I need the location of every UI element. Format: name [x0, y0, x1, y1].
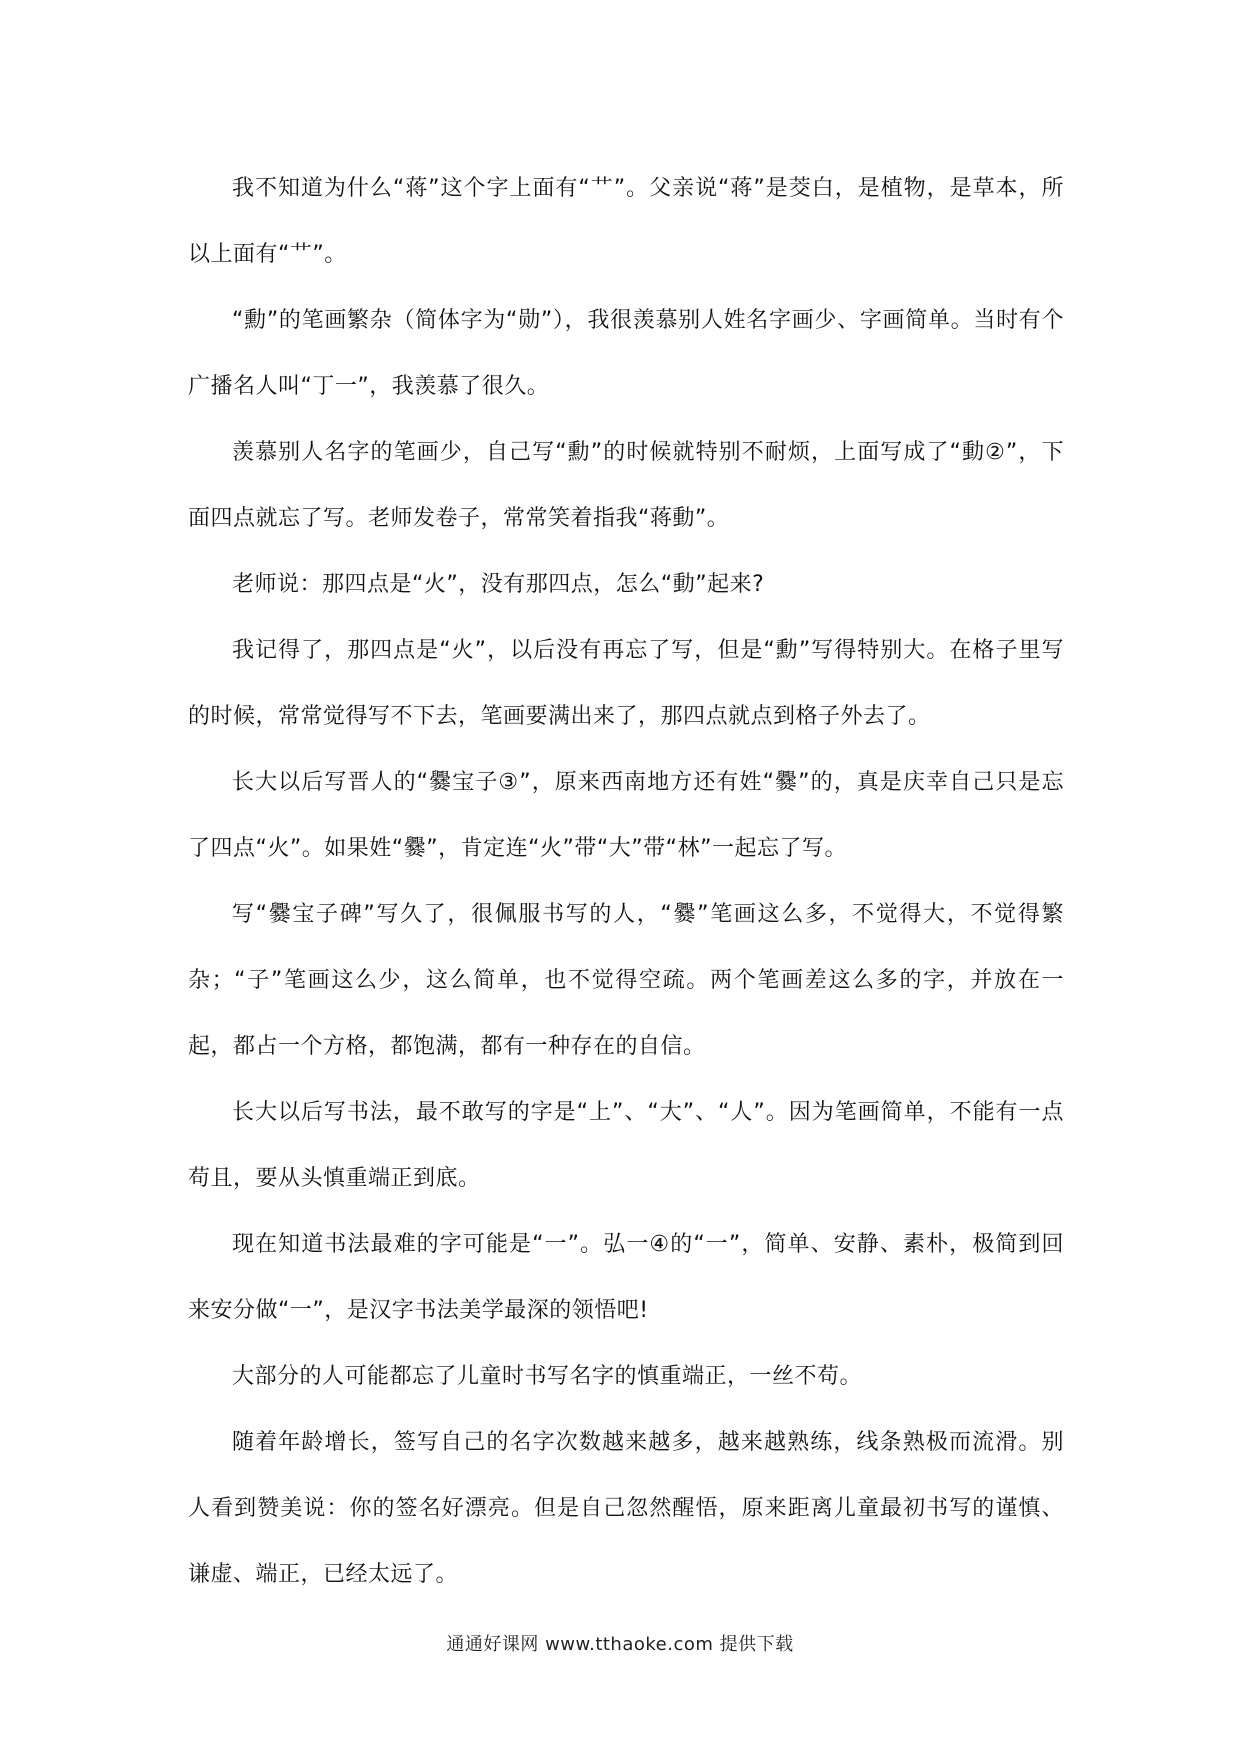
paragraph-9: 现在知道书法最难的字可能是“一”。弘一④的“一”，简单、安静、素朴，极简到回来安分做“一”，是汉字书法美学最深的领悟吧! — [188, 1232, 1064, 1323]
paragraph-2: “勳”的笔画繁杂（简体字为“勋”），我很羡慕别人姓名字画少、字画简单。当时有个广播名人叫“丁一”，我羡慕了很久。 — [188, 308, 1064, 399]
footer-source-text: 通通好课网 www.tthaoke.com 提供下载 — [446, 1634, 794, 1655]
paragraph-10: 大部分的人可能都忘了儿童时书写名字的慎重端正，一丝不苟。 — [232, 1364, 863, 1389]
paragraph-11: 随着年龄增长，签写自己的名字次数越来越多，越来越熟练，线条熟极而流滑。别人看到赞美说：你的签名好漂亮。但是自己忽然醒悟，原来距离儿童最初书写的谨慎、谦虚、端正，已经太远了。 — [188, 1430, 1064, 1587]
paragraph-8: 长大以后写书法，最不敢写的字是“上”、“大”、“人”。因为笔画简单，不能有一点苟且，要从头慎重端正到底。 — [188, 1100, 1064, 1191]
paragraph-5: 我记得了，那四点是“火”，以后没有再忘了写，但是“勳”写得特别大。在格子里写的时候，常常觉得写不下去，笔画要满出来了，那四点就点到格子外去了。 — [188, 638, 1064, 729]
paragraph-4: 老师说：那四点是“火”，没有那四点，怎么“動”起来? — [232, 572, 765, 597]
paragraph-6: 长大以后写晋人的“爨宝子③”，原来西南地方还有姓“爨”的，真是庆幸自己只是忘了四点“火”。如果姓“爨”，肯定连“火”带“大”带“林”一起忘了写。 — [188, 770, 1064, 861]
paragraph-7: 写“爨宝子碑”写久了，很佩服书写的人，“爨”笔画这么多，不觉得大，不觉得繁杂；“子”笔画这么少，这么简单，也不觉得空疏。两个笔画差这么多的字，并放在一起，都占一个方格，都饱满，都有一种存在的自信。 — [188, 902, 1064, 1059]
page-footer — [0, 1630, 1240, 1656]
paragraph-1: 我不知道为什么“蒋”这个字上面有“艹”。父亲说“蒋”是茭白，是植物，是草本，所以上面有“艹”。 — [188, 176, 1064, 267]
article-body — [188, 156, 1064, 1608]
paragraph-3: 羡慕别人名字的笔画少，自己写“勳”的时候就特别不耐烦，上面写成了“動②”，下面四点就忘了写。老师发卷子，常常笑着指我“蒋動”。 — [188, 440, 1064, 531]
